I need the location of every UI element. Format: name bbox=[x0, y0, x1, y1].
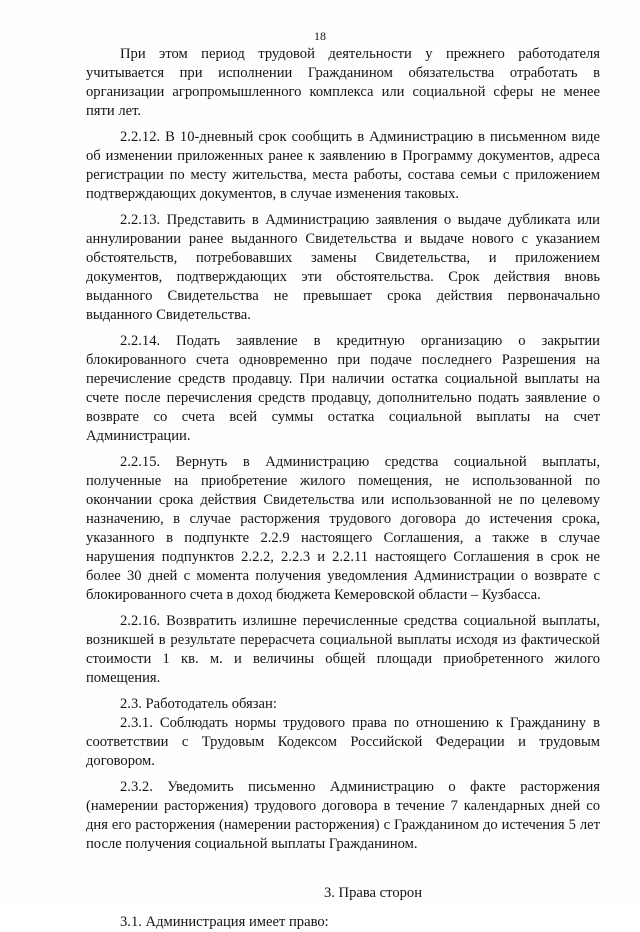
paragraph-2-3: 2.3. Работодатель обязан: bbox=[120, 696, 277, 712]
paragraph-2-3-2: 2.3.2. Уведомить письменно Администрацию о факте расторжения (намерении расторжения) трудового договора в течение 7 календарных дней со дня его расторжения (намерении расторжения) с Гражданином до истечения 5 лет после получения социальной выплаты Гражданином. bbox=[86, 779, 600, 852]
paragraph-2-2-15: 2.2.15. Вернуть в Администрацию средства социальной выплаты, полученные на приобретение жилого помещения, не использованной по окончании срока действия Свидетельства или использованной не по целевому назначению, в случае расторжения трудового договора до истечения срока, указанного в подпункте 2.2.9 настоящего Соглашения, а также в случае нарушения подпунктов 2.2.2, 2.2.3 и 2.2.11 настоящего Соглашения в срок не более 30 дней с момента получения уведомления Администрации о возврате с блокированного счета в доход бюджета Кемеровской области – Кузбасса. bbox=[86, 454, 600, 603]
paragraph-2-3-1: 2.3.1. Соблюдать нормы трудового права по отношению к Гражданину в соответствии с Трудовым Кодексом Российской Федерации и трудовым договором. bbox=[86, 715, 600, 769]
paragraph-2-2-16: 2.2.16. Возвратить излишне перечисленные средства социальной выплаты, возникшей в результате перерасчета социальной выплаты исходя из фактической стоимости 1 кв. м. и величины общей площади приобретенного жилого помещения. bbox=[86, 613, 600, 686]
paragraph-work-period: При этом период трудовой деятельности у прежнего работодателя учитывается при исполнении Гражданином обязательства отработать в организации агропромышленного комплекса или социальной сферы не менее пяти лет. bbox=[86, 46, 600, 119]
paragraph-2-2-14: 2.2.14. Подать заявление в кредитную организацию о закрытии блокированного счета одновременно при подаче последнего Разрешения на перечисление средств продавцу. При наличии остатка социальной выплаты на счете после перечисления средств продавцу, дополнительно подать заявление о возврате со счета всей суммы остатка социальной выплаты на счет Администрации. bbox=[86, 333, 600, 444]
paragraph-2-2-13: 2.2.13. Представить в Администрацию заявления о выдаче дубликата или аннулировании ранее выданного Свидетельства и выдаче нового с указанием обстоятельств, потребовавших замены Свидетельства, и приложением документов, подтверждающих эти обстоятельства. Срок действия вновь выданного Свидетельства не превышает срока действия первоначально выданного Свидетельства. bbox=[86, 212, 600, 323]
paragraph-3-1: 3.1. Администрация имеет право: bbox=[120, 914, 329, 930]
document-body bbox=[86, 45, 600, 932]
paragraph-2-2-12: 2.2.12. В 10-дневный срок сообщить в Администрацию в письменном виде об изменении приложенных ранее к заявлению в Программу документов, адреса регистрации по месту жительства, места работы, состава семьи с приложением подтверждающих документов, в случае изменения таковых. bbox=[86, 129, 600, 202]
section-heading: 3. Права сторон bbox=[323, 885, 423, 901]
page-number: 18 bbox=[314, 29, 326, 43]
